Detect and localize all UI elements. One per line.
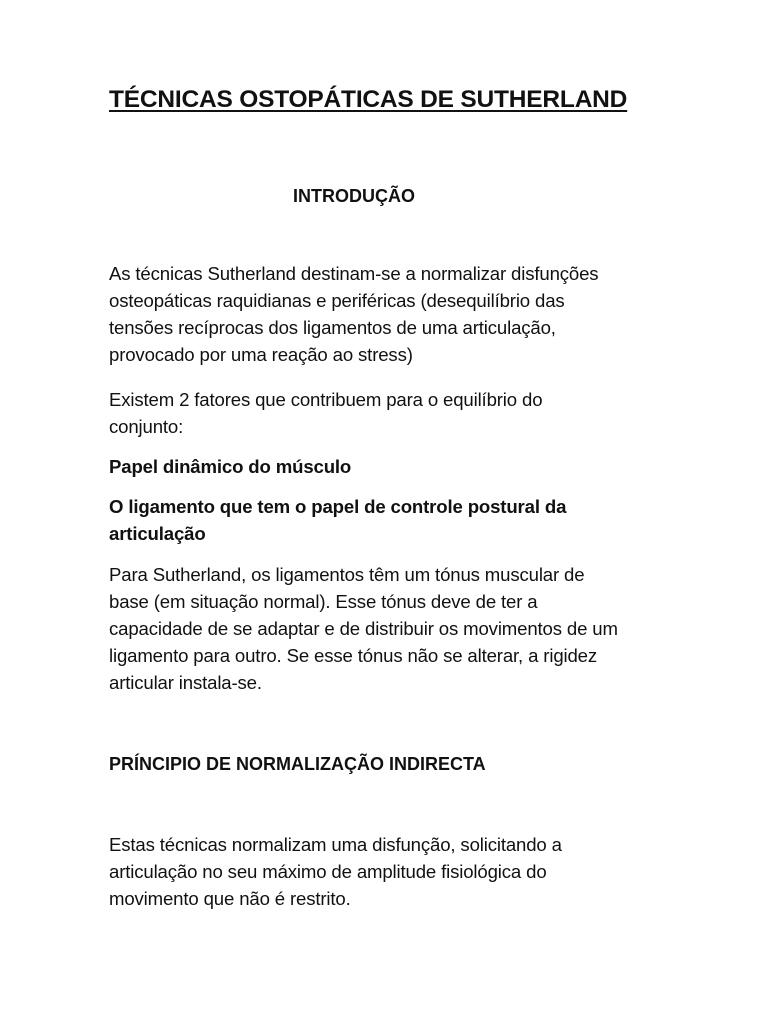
text-line: capacidade de se adaptar e de distribuir os movimentos de um xyxy=(109,618,618,639)
text-line: movimento que não é restrito. xyxy=(109,888,351,909)
text-line: Para Sutherland, os ligamentos têm um tónus muscular de xyxy=(109,564,585,585)
text-line: articulação xyxy=(109,523,206,544)
document-title: TÉCNICAS OSTOPÁTICAS DE SUTHERLAND xyxy=(109,86,628,113)
text-line: conjunto: xyxy=(109,416,184,437)
text-line: articulação no seu máximo de amplitude fisiológica do xyxy=(109,861,547,882)
factor-muscle xyxy=(109,453,719,480)
section-heading: PRÍNCIPIO DE NORMALIZAÇÃO INDIRECTA xyxy=(109,754,486,774)
text-line: articular instala-se. xyxy=(109,672,262,693)
tonus-paragraph xyxy=(109,561,719,696)
text-line: tensões recíprocas dos ligamentos de uma articulação, xyxy=(109,317,556,338)
factor-ligament xyxy=(109,493,719,547)
text-line: base (em situação normal). Esse tónus deve de ter a xyxy=(109,591,538,612)
intro-heading: INTRODUÇÃO xyxy=(293,186,415,206)
intro-paragraph xyxy=(109,260,719,368)
text-line: ligamento para outro. Se esse tónus não se alterar, a rigidez xyxy=(109,645,598,666)
text-line: O ligamento que tem o papel de controle postural da xyxy=(109,496,567,517)
factors-paragraph xyxy=(109,386,719,440)
text-line: Papel dinâmico do músculo xyxy=(109,456,352,477)
text-line: As técnicas Sutherland destinam-se a normalizar disfunções xyxy=(109,263,599,284)
text-line: provocado por uma reação ao stress) xyxy=(109,344,413,365)
text-line: osteopáticas raquidianas e periféricas (desequilíbrio das xyxy=(109,290,565,311)
text-line: Existem 2 fatores que contribuem para o equilíbrio do xyxy=(109,389,543,410)
text-line: Estas técnicas normalizam uma disfunção, solicitando a xyxy=(109,834,562,855)
normalization-paragraph xyxy=(109,831,719,912)
